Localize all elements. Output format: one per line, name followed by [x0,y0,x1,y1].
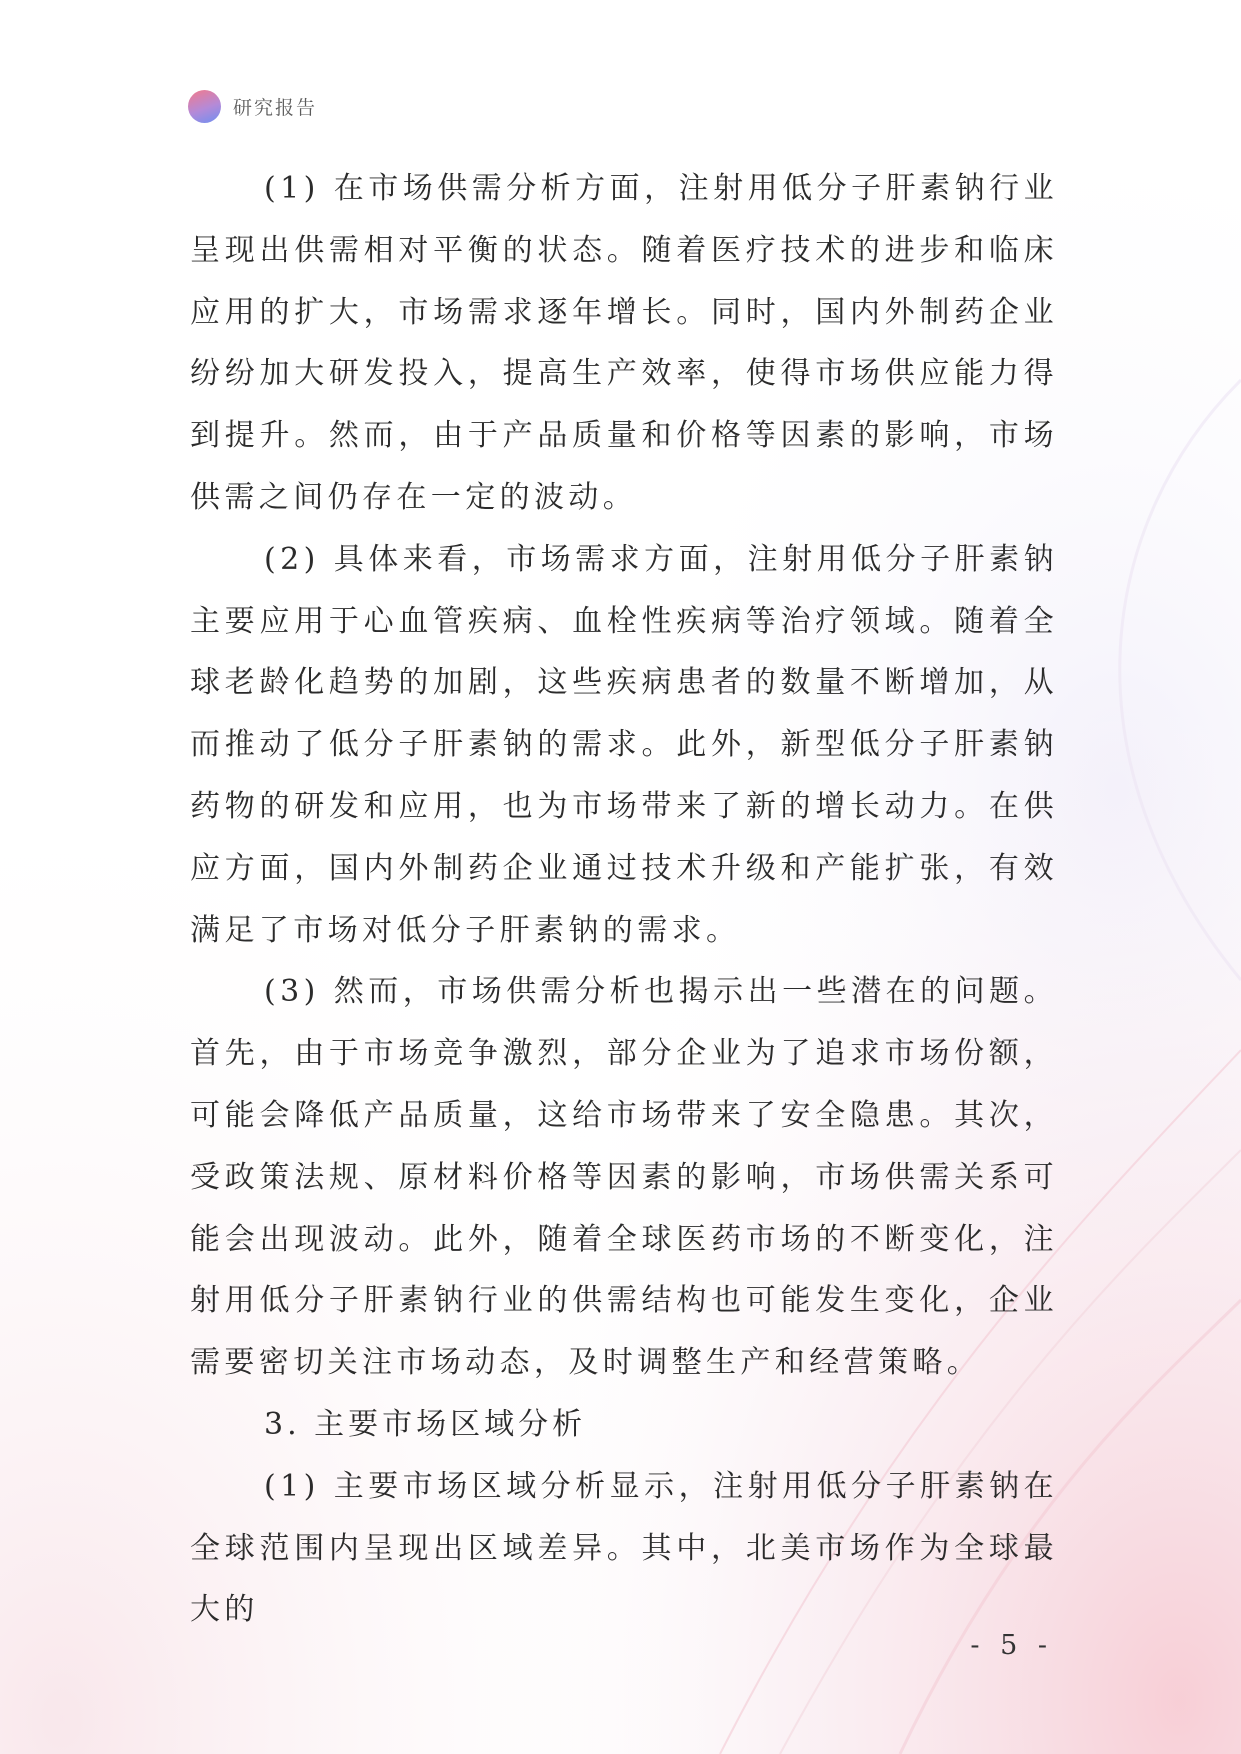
section-heading: 3. 主要市场区域分析 [264,1406,587,1442]
page-number: - 5 - [970,1630,1053,1661]
logo-circle-icon [188,90,221,123]
header-title: 研究报告 [233,96,318,119]
section-paragraph-1: (1) 主要市场区域分析显示，注射用低分子肝素钠在全球范围内呈现出区域差异。其中，北美市场作为全球最大的 [190,1468,1058,1628]
document-body [190,158,1058,1641]
paragraph-2: (2) 具体来看，市场需求方面，注射用低分子肝素钠主要应用于心血管疾病、血栓性疾病等治疗领域。随着全球老龄化趋势的加剧，这些疾病患者的数量不断增加，从而推动了低分子肝素钠的需求。此外，新型低分子肝素钠药物的研发和应用，也为市场带来了新的增长动力。在供应方面，国内外制药企业通过技术升级和产能扩张，有效满足了市场对低分子肝素钠的需求。 [190,541,1058,948]
paragraph-1: (1) 在市场供需分析方面，注射用低分子肝素钠行业呈现出供需相对平衡的状态。随着医疗技术的进步和临床应用的扩大，市场需求逐年增长。同时，国内外制药企业纷纷加大研发投入，提高生产效率，使得市场供应能力得到提升。然而，由于产品质量和价格等因素的影响，市场供需之间仍存在一定的波动。 [190,171,1058,515]
page-header [188,88,317,124]
paragraph-3: (3) 然而，市场供需分析也揭示出一些潜在的问题。首先，由于市场竞争激烈，部分企业为了追求市场份额，可能会降低产品质量，这给市场带来了安全隐患。其次，受政策法规、原材料价格等因素的影响，市场供需关系可能会出现波动。此外，随着全球医药市场的不断变化，注射用低分子肝素钠行业的供需结构也可能发生变化，企业需要密切关注市场动态，及时调整生产和经营策略。 [190,974,1058,1381]
